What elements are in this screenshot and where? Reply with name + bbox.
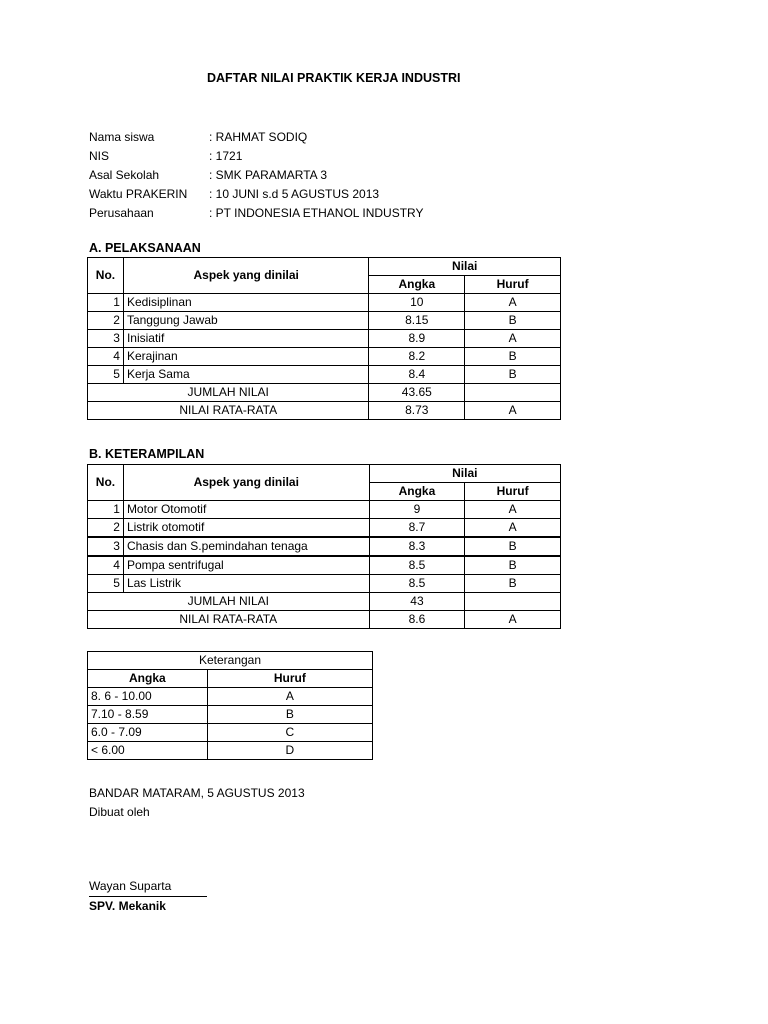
info-label: Nama siswa [89, 129, 155, 144]
header-huruf: Huruf [465, 483, 561, 501]
total-huruf-empty [465, 384, 561, 402]
header-nilai: Nilai [369, 465, 560, 483]
row-angka: 8.15 [369, 312, 465, 330]
row-no: 3 [88, 537, 124, 556]
average-row [88, 402, 561, 420]
total-huruf-empty [465, 593, 561, 611]
table-row [88, 366, 561, 384]
section-a-table [87, 257, 561, 420]
section-a-heading: A. PELAKSANAAN [89, 241, 201, 255]
row-no: 5 [88, 366, 124, 384]
info-label: Waktu PRAKERIN [89, 186, 188, 201]
student-info [89, 127, 424, 222]
average-value: 8.73 [369, 402, 465, 420]
total-label: JUMLAH NILAI [88, 384, 369, 402]
row-huruf: B [465, 575, 561, 593]
row-angka: 9 [369, 501, 465, 519]
range-angka: 6.0 - 7.09 [88, 724, 208, 742]
header-huruf: Huruf [465, 276, 561, 294]
document-title: DAFTAR NILAI PRAKTIK KERJA INDUSTRI [207, 71, 461, 85]
table-row [88, 742, 373, 760]
table-row [88, 556, 561, 575]
average-huruf: A [465, 611, 561, 629]
info-label: NIS [89, 148, 110, 163]
table-row [88, 294, 561, 312]
row-huruf: A [465, 501, 561, 519]
range-huruf: A [207, 688, 372, 706]
range-huruf: D [207, 742, 372, 760]
table-row [88, 706, 373, 724]
info-value: : RAHMAT SODIQ [209, 129, 308, 144]
row-no: 3 [88, 330, 124, 348]
row-aspek: Tanggung Jawab [123, 312, 368, 330]
signature-line [89, 896, 207, 897]
row-aspek: Pompa sentrifugal [123, 556, 369, 575]
row-huruf: B [465, 366, 561, 384]
range-angka: < 6.00 [88, 742, 208, 760]
keterangan-header-angka: Angka [88, 670, 208, 688]
table-row [88, 724, 373, 742]
header-no: No. [88, 258, 124, 294]
keterangan-header-huruf: Huruf [207, 670, 372, 688]
table-row [88, 312, 561, 330]
total-value: 43 [369, 593, 465, 611]
row-aspek: Motor Otomotif [123, 501, 369, 519]
row-angka: 8.5 [369, 575, 465, 593]
table-header-row [88, 465, 561, 483]
header-aspek: Aspek yang dinilai [123, 465, 369, 501]
range-angka: 7.10 - 8.59 [88, 706, 208, 724]
signer-name: Wayan Suparta [89, 879, 172, 893]
header-aspek: Aspek yang dinilai [123, 258, 368, 294]
section-b-heading: B. KETERAMPILAN [89, 447, 205, 461]
info-value: : PT INDONESIA ETHANOL INDUSTRY [209, 205, 424, 220]
header-angka: Angka [369, 483, 465, 501]
section-b-table [87, 464, 561, 629]
row-no: 2 [88, 519, 124, 538]
row-huruf: B [465, 556, 561, 575]
keterangan-title: Keterangan [88, 652, 373, 670]
row-angka: 10 [369, 294, 465, 312]
made-by: Dibuat oleh [89, 805, 150, 819]
row-huruf: A [465, 330, 561, 348]
place-date: BANDAR MATARAM, 5 AGUSTUS 2013 [89, 786, 305, 800]
table-row [88, 575, 561, 593]
info-row-period [89, 184, 424, 203]
row-huruf: B [465, 312, 561, 330]
info-label: Perusahaan [89, 205, 154, 220]
info-value: : 1721 [209, 148, 243, 163]
average-label: NILAI RATA-RATA [88, 611, 370, 629]
table-row [88, 330, 561, 348]
range-angka: 8. 6 - 10.00 [88, 688, 208, 706]
row-angka: 8.7 [369, 519, 465, 538]
info-row-school [89, 165, 424, 184]
table-row [88, 348, 561, 366]
row-aspek: Kerja Sama [123, 366, 368, 384]
info-row-name [89, 127, 424, 146]
header-nilai: Nilai [369, 258, 561, 276]
row-no: 1 [88, 294, 124, 312]
row-aspek: Chasis dan S.pemindahan tenaga [123, 537, 369, 556]
table-row [88, 501, 561, 519]
info-label: Asal Sekolah [89, 167, 160, 182]
total-value: 43.65 [369, 384, 465, 402]
table-header-row [88, 258, 561, 276]
row-angka: 8.2 [369, 348, 465, 366]
average-label: NILAI RATA-RATA [88, 402, 369, 420]
keterangan-title-row [88, 652, 373, 670]
row-huruf: B [465, 537, 561, 556]
info-row-nis [89, 146, 424, 165]
range-huruf: B [207, 706, 372, 724]
row-no: 4 [88, 348, 124, 366]
total-row [88, 593, 561, 611]
average-huruf: A [465, 402, 561, 420]
info-value: : SMK PARAMARTA 3 [209, 167, 328, 182]
table-row [88, 519, 561, 538]
header-no: No. [88, 465, 124, 501]
row-aspek: Kerajinan [123, 348, 368, 366]
info-row-company [89, 203, 424, 222]
total-row [88, 384, 561, 402]
row-huruf: B [465, 348, 561, 366]
header-angka: Angka [369, 276, 465, 294]
row-no: 1 [88, 501, 124, 519]
row-aspek: Listrik otomotif [123, 519, 369, 538]
row-no: 5 [88, 575, 124, 593]
row-aspek: Kedisiplinan [123, 294, 368, 312]
row-angka: 8.5 [369, 556, 465, 575]
table-row [88, 688, 373, 706]
keterangan-header-row [88, 670, 373, 688]
row-huruf: A [465, 519, 561, 538]
row-angka: 8.4 [369, 366, 465, 384]
row-no: 2 [88, 312, 124, 330]
row-huruf: A [465, 294, 561, 312]
row-angka: 8.3 [369, 537, 465, 556]
row-aspek: Las Listrik [123, 575, 369, 593]
total-label: JUMLAH NILAI [88, 593, 370, 611]
signer-role: SPV. Mekanik [89, 899, 166, 913]
row-aspek: Inisiatif [123, 330, 368, 348]
row-no: 4 [88, 556, 124, 575]
average-row [88, 611, 561, 629]
average-value: 8.6 [369, 611, 465, 629]
keterangan-table [87, 651, 373, 760]
row-angka: 8.9 [369, 330, 465, 348]
info-value: : 10 JUNI s.d 5 AGUSTUS 2013 [209, 186, 380, 201]
table-row [88, 537, 561, 556]
range-huruf: C [207, 724, 372, 742]
